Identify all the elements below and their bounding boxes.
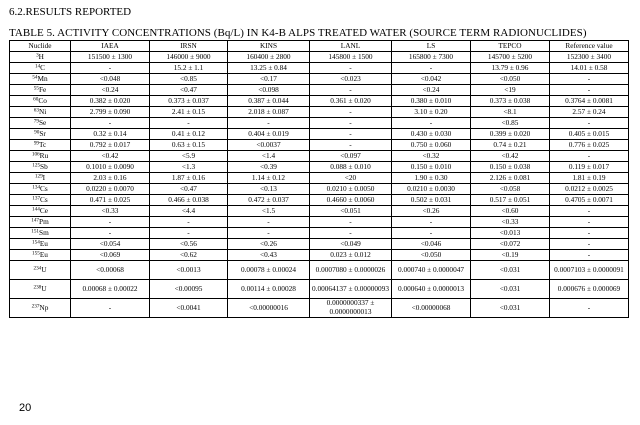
mass-number: 90 [34,129,40,136]
section-heading: 6.2.RESULTS REPORTED [9,6,132,18]
value-cell: <1.3 [150,162,228,173]
value-cell: 0.380 ± 0.010 [392,96,471,107]
element-symbol: C [40,62,46,72]
value-cell: <0.00000068 [392,299,471,318]
value-cell: - [392,63,471,74]
element-symbol: Co [38,95,47,105]
value-cell: 13.79 ± 0.96 [471,63,550,74]
element-symbol: Eu [39,238,48,248]
value-cell: 0.399 ± 0.020 [471,129,550,140]
value-cell: 0.000640 ± 0.0000013 [392,280,471,299]
nuclide-cell [10,52,71,63]
element-symbol: Eu [39,249,48,259]
value-cell: 0.0000000337 ± 0.0000000013 [310,299,392,318]
value-cell: 1.90 ± 0.30 [392,173,471,184]
value-cell: 0.150 ± 0.010 [392,162,471,173]
value-cell: 0.0220 ± 0.0070 [71,184,150,195]
value-cell: <0.069 [71,250,150,261]
value-cell: 0.387 ± 0.044 [228,96,310,107]
value-cell: - [550,228,629,239]
value-cell: <0.042 [392,74,471,85]
value-cell: 0.74 ± 0.21 [471,140,550,151]
column-header: Reference value [550,41,629,52]
value-cell: 13.25 ± 0.84 [228,63,310,74]
value-cell: <0.56 [150,239,228,250]
value-cell: <0.031 [471,261,550,280]
nuclide-cell [10,299,71,318]
value-cell: <0.00068 [71,261,150,280]
value-cell: 0.373 ± 0.038 [471,96,550,107]
table-body [10,52,629,318]
element-symbol: H [38,51,44,61]
nuclide-cell [10,184,71,195]
value-cell: <1.5 [228,206,310,217]
column-header: IRSN [150,41,228,52]
table-row [10,299,629,318]
nuclide-cell [10,217,71,228]
value-cell: <0.058 [471,184,550,195]
table-row [10,195,629,206]
value-cell: <0.39 [228,162,310,173]
value-cell: 0.0212 ± 0.0025 [550,184,629,195]
value-cell: 0.4660 ± 0.0060 [310,195,392,206]
table-row [10,63,629,74]
mass-number: 79 [33,118,39,125]
table-row [10,261,629,280]
value-cell: 2.799 ± 0.090 [71,107,150,118]
mass-number: 129 [34,173,43,180]
value-cell: - [310,140,392,151]
value-cell: <0.0041 [150,299,228,318]
value-cell: - [228,228,310,239]
value-cell: - [310,228,392,239]
table-row [10,206,629,217]
value-cell: <0.33 [71,206,150,217]
mass-number: 54 [32,74,38,81]
value-cell: 1.87 ± 0.16 [150,173,228,184]
value-cell: - [150,217,228,228]
column-header: TEPCO [471,41,550,52]
element-symbol: Fe [38,84,47,94]
mass-number: 237 [31,303,40,310]
value-cell: <0.013 [471,228,550,239]
value-cell: <0.17 [228,74,310,85]
value-cell: 146000 ± 9000 [150,52,228,63]
value-cell: 145700 ± 5200 [471,52,550,63]
value-cell: 0.466 ± 0.038 [150,195,228,206]
value-cell: 3.10 ± 0.20 [392,107,471,118]
value-cell: <0.048 [71,74,150,85]
mass-number: 238 [33,284,42,291]
value-cell: <1.4 [228,151,310,162]
column-header: LANL [310,41,392,52]
value-cell: <4.4 [150,206,228,217]
value-cell: - [392,217,471,228]
table-row [10,52,629,63]
value-cell: 0.000676 ± 0.000069 [550,280,629,299]
mass-number: 60 [33,96,39,103]
value-cell: <0.24 [71,85,150,96]
value-cell: 0.404 ± 0.019 [228,129,310,140]
element-symbol: U [41,264,47,274]
value-cell: 2.03 ± 0.16 [71,173,150,184]
value-cell: - [71,299,150,318]
mass-number: 154 [32,239,40,246]
table-row [10,118,629,129]
value-cell: - [310,118,392,129]
value-cell: <0.24 [392,85,471,96]
value-cell: <0.049 [310,239,392,250]
value-cell: <0.098 [228,85,310,96]
value-cell: 0.00078 ± 0.00024 [228,261,310,280]
nuclide-cell [10,74,71,85]
mass-number: 55 [33,85,39,92]
value-cell: 165800 ± 7300 [392,52,471,63]
value-cell: 0.4705 ± 0.0071 [550,195,629,206]
value-cell: <0.031 [471,280,550,299]
element-symbol: Mn [37,73,48,83]
mass-number: 134 [32,184,41,191]
table-row [10,96,629,107]
value-cell: 0.000740 ± 0.0000047 [392,261,471,280]
value-cell: - [150,118,228,129]
value-cell: 0.00068 ± 0.00022 [71,280,150,299]
element-symbol: Tc [39,139,47,149]
value-cell: 0.63 ± 0.15 [150,140,228,151]
value-cell: <0.33 [471,217,550,228]
value-cell: 0.517 ± 0.051 [471,195,550,206]
value-cell: 160400 ± 2800 [228,52,310,63]
mass-number: 144 [32,206,40,213]
value-cell: <0.023 [310,74,392,85]
nuclide-cell [10,129,71,140]
value-cell: 0.776 ± 0.025 [550,140,629,151]
value-cell: 0.502 ± 0.031 [392,195,471,206]
table-row [10,140,629,151]
value-cell: - [550,151,629,162]
table-row [10,217,629,228]
table-row [10,239,629,250]
value-cell: <0.00095 [150,280,228,299]
value-cell: <0.60 [471,206,550,217]
element-symbol: Cs [40,183,48,193]
value-cell: - [310,129,392,140]
activity-concentration-table [9,40,629,318]
nuclide-cell [10,280,71,299]
mass-number: 151 [31,228,40,235]
nuclide-cell [10,261,71,280]
value-cell: - [71,63,150,74]
column-header: Nuclide [10,41,71,52]
value-cell: - [310,107,392,118]
value-cell: <0.26 [228,239,310,250]
mass-number: 99 [33,140,39,147]
element-symbol: Ce [39,205,48,215]
value-cell: 0.405 ± 0.015 [550,129,629,140]
value-cell: - [550,118,629,129]
value-cell: 0.750 ± 0.060 [392,140,471,151]
nuclide-cell [10,250,71,261]
mass-number: 155 [32,250,40,257]
table-row [10,280,629,299]
value-cell: 0.382 ± 0.020 [71,96,150,107]
value-cell: 1.14 ± 0.12 [228,173,310,184]
value-cell: <19 [471,85,550,96]
element-symbol: Sb [40,161,48,171]
table-row [10,85,629,96]
value-cell: 0.0210 ± 0.0030 [392,184,471,195]
value-cell: 0.32 ± 0.14 [71,129,150,140]
value-cell: 0.361 ± 0.020 [310,96,392,107]
value-cell: - [392,118,471,129]
value-cell: <0.42 [471,151,550,162]
value-cell: 0.00114 ± 0.00028 [228,280,310,299]
column-header: KINS [228,41,310,52]
table-row [10,173,629,184]
nuclide-cell [10,195,71,206]
value-cell: 2.126 ± 0.081 [471,173,550,184]
value-cell: <8.1 [471,107,550,118]
value-cell: 0.088 ± 0.010 [310,162,392,173]
value-cell: 145800 ± 1500 [310,52,392,63]
value-cell: 0.023 ± 0.012 [310,250,392,261]
value-cell: 0.471 ± 0.025 [71,195,150,206]
table-row [10,107,629,118]
value-cell: - [392,228,471,239]
element-symbol: U [41,283,47,293]
mass-number: 234 [33,265,42,272]
value-cell: <0.26 [392,206,471,217]
value-cell: 0.119 ± 0.017 [550,162,629,173]
value-cell: <0.050 [471,74,550,85]
nuclide-cell [10,173,71,184]
value-cell: - [550,299,629,318]
value-cell: - [228,217,310,228]
value-cell: - [310,217,392,228]
value-cell: <0.19 [471,250,550,261]
value-cell: <0.32 [392,151,471,162]
value-cell: <0.85 [471,118,550,129]
table-row [10,74,629,85]
value-cell: <0.62 [150,250,228,261]
element-symbol: Ni [38,106,47,116]
value-cell: - [550,217,629,228]
value-cell: 0.430 ± 0.030 [392,129,471,140]
page-number: 20 [19,402,32,414]
value-cell: 0.3764 ± 0.0081 [550,96,629,107]
nuclide-cell [10,228,71,239]
value-cell: <0.0037 [228,140,310,151]
value-cell: 1.81 ± 0.19 [550,173,629,184]
value-cell: 0.150 ± 0.038 [471,162,550,173]
value-cell: 15.2 ± 1.1 [150,63,228,74]
value-cell: - [71,217,150,228]
nuclide-cell [10,107,71,118]
value-cell: <0.031 [471,299,550,318]
value-cell: <0.43 [228,250,310,261]
table-row [10,250,629,261]
value-cell: - [310,63,392,74]
element-symbol: Pm [39,216,49,226]
value-cell: 0.00064137 ± 0.00000093 [310,280,392,299]
value-cell: 151500 ± 1300 [71,52,150,63]
value-cell: - [550,206,629,217]
value-cell: <0.00000016 [228,299,310,318]
element-symbol: Se [38,117,47,127]
value-cell: <0.85 [150,74,228,85]
value-cell: - [228,118,310,129]
value-cell: - [550,85,629,96]
mass-number: 137 [32,195,41,202]
nuclide-cell [10,118,71,129]
value-cell: 0.0007080 ± 0.0000026 [310,261,392,280]
value-cell: <0.072 [471,239,550,250]
value-cell: 2.018 ± 0.087 [228,107,310,118]
value-cell: - [71,118,150,129]
value-cell: <0.054 [71,239,150,250]
value-cell: <0.097 [310,151,392,162]
value-cell: - [550,250,629,261]
element-symbol: Sm [39,227,49,237]
value-cell: <5.9 [150,151,228,162]
nuclide-cell [10,206,71,217]
element-symbol: I [42,172,46,182]
nuclide-cell [10,96,71,107]
value-cell: <0.47 [150,85,228,96]
value-cell: 2.41 ± 0.15 [150,107,228,118]
table-header-row [10,41,629,52]
value-cell: 0.0007103 ± 0.0000091 [550,261,629,280]
mass-number: 3 [36,52,39,59]
element-symbol: Ru [39,150,49,160]
value-cell: <0.47 [150,184,228,195]
value-cell: 0.41 ± 0.12 [150,129,228,140]
value-cell: <20 [310,173,392,184]
value-cell: <0.13 [228,184,310,195]
mass-number: 147 [31,217,40,224]
table-row [10,151,629,162]
element-symbol: Sr [39,128,46,138]
value-cell: 152300 ± 3400 [550,52,629,63]
value-cell: - [550,239,629,250]
nuclide-cell [10,239,71,250]
value-cell: 2.57 ± 0.24 [550,107,629,118]
value-cell: - [71,228,150,239]
value-cell: <0.42 [71,151,150,162]
mass-number: 125 [32,162,41,169]
element-symbol: Cs [40,194,48,204]
table-row [10,129,629,140]
value-cell: <0.051 [310,206,392,217]
table-caption: TABLE 5. ACTIVITY CONCENTRATIONS (Bq/L) IN K4-B ALPS TREATED WATER (SOURCE TERM RADIONUCLIDES) [9,27,587,39]
nuclide-cell [10,162,71,173]
mass-number: 14 [34,63,41,70]
value-cell: 0.792 ± 0.017 [71,140,150,151]
value-cell: 0.1010 ± 0.0090 [71,162,150,173]
nuclide-cell [10,151,71,162]
value-cell: - [550,74,629,85]
value-cell: <0.0013 [150,261,228,280]
table-row [10,228,629,239]
value-cell: <0.050 [392,250,471,261]
value-cell: <0.046 [392,239,471,250]
table-row [10,184,629,195]
value-cell: - [150,228,228,239]
nuclide-cell [10,140,71,151]
value-cell: - [310,85,392,96]
mass-number: 63 [33,107,39,114]
column-header: LS [392,41,471,52]
mass-number: 106 [31,151,40,158]
element-symbol: Np [39,302,49,312]
nuclide-cell [10,63,71,74]
value-cell: 0.373 ± 0.037 [150,96,228,107]
nuclide-cell [10,85,71,96]
value-cell: 0.0210 ± 0.0050 [310,184,392,195]
value-cell: 14.01 ± 0.58 [550,63,629,74]
table-row [10,162,629,173]
value-cell: 0.472 ± 0.037 [228,195,310,206]
column-header: IAEA [71,41,150,52]
